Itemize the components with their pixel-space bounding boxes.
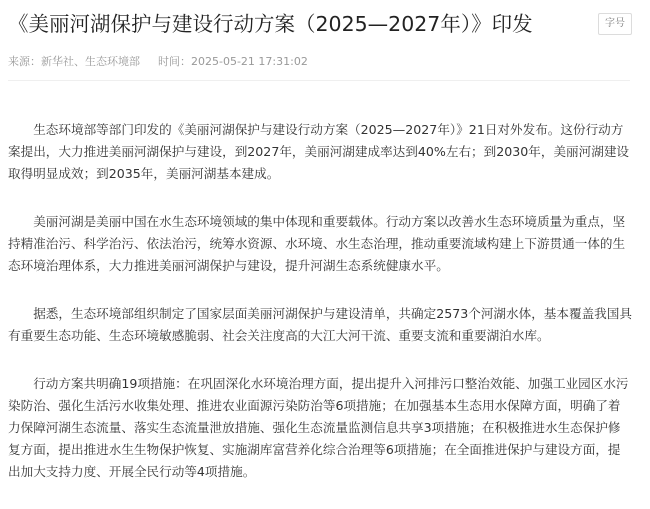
article-body xyxy=(8,119,632,509)
time-value: 2025-05-21 17:31:02 xyxy=(191,55,308,68)
time-label: 时间： xyxy=(158,55,191,68)
article-meta xyxy=(8,54,308,70)
paragraph: 据悉，生态环境部组织制定了国家层面美丽河湖保护与建设清单，共确定2573个河湖水体，基本覆盖我国具有重要生态功能、生态环境敏感脆弱、社会关注度高的大江大河干流、重要支流和重要湖泊水库。 xyxy=(8,306,632,343)
source-value: 新华社、生态环境部 xyxy=(41,55,140,68)
article-title: 《美丽河湖保护与建设行动方案（2025—2027年）》印发 xyxy=(8,12,533,36)
paragraph: 生态环境部等部门印发的《美丽河湖保护与建设行动方案（2025—2027年）》21日对外发布。这份行动方案提出，大力推进美丽河湖保护与建设，到2027年，美丽河湖建成率达到40%左右；到2030年，美丽河湖建设取得明显成效；到2035年，美丽河湖基本建成。 xyxy=(8,122,630,181)
source-label: 来源： xyxy=(8,55,41,68)
paragraph: 行动方案共明确19项措施：在巩固深化水环境治理方面，提出提升入河排污口整治效能、加强工业园区水污染防治、强化生活污水收集处理、推进农业面源污染防治等6项措施；在加强基本生态用水保障方面，明确了着力保障河湖生态流量、落实生态流量泄放措施、强化生态流量监测信息共享3项措施；在积极推进水生态保护修复方面，提出推进水生生物保护恢复、实施湖库富营养化综合治理等6项措施；在全面推进保护与建设方面，提出加大支持力度、开展全民行动等4项措施。 xyxy=(8,376,629,479)
paragraph: 美丽河湖是美丽中国在水生态环境领域的集中体现和重要载体。行动方案以改善水生态环境质量为重点，坚持精准治污、科学治污、依法治污，统筹水资源、水环境、水生态治理，推动重要流域构建上下游贯通一体的生态环境治理体系，大力推进美丽河湖保护与建设，提升河湖生态系统健康水平。 xyxy=(8,214,626,273)
meta-divider xyxy=(8,80,630,81)
font-size-button[interactable]: 字号 xyxy=(598,13,632,35)
